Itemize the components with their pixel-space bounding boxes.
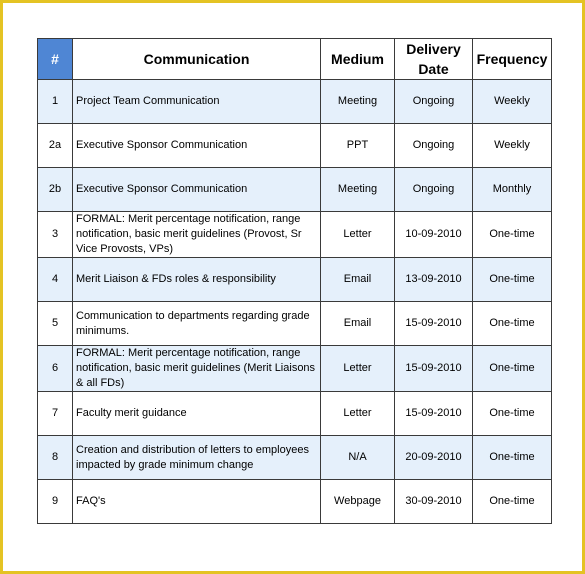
table-row — [38, 436, 552, 480]
row-medium: PPT — [321, 124, 395, 168]
row-delivery-date: 30-09-2010 — [395, 480, 473, 524]
row-frequency: One-time — [473, 346, 552, 392]
row-delivery-date: Ongoing — [395, 80, 473, 124]
header-frequency: Frequency — [473, 39, 552, 80]
table-row — [38, 392, 552, 436]
row-number: 9 — [38, 480, 73, 524]
header-delivery-line1: Delivery — [406, 41, 461, 57]
row-communication: Communication to departments regarding grade minimums. — [73, 302, 321, 346]
row-number: 8 — [38, 436, 73, 480]
table-row — [38, 302, 552, 346]
table-row — [38, 258, 552, 302]
row-number: 2b — [38, 168, 73, 212]
header-delivery-date — [395, 39, 473, 80]
row-frequency: Monthly — [473, 168, 552, 212]
header-communication: Communication — [73, 39, 321, 80]
table-row — [38, 212, 552, 258]
row-frequency: One-time — [473, 436, 552, 480]
row-communication: Faculty merit guidance — [73, 392, 321, 436]
row-delivery-date: 15-09-2010 — [395, 346, 473, 392]
row-medium: Meeting — [321, 80, 395, 124]
row-communication: FORMAL: Merit percentage notification, range notification, basic merit guidelines (Merit Liaisons & all FDs) — [73, 346, 321, 392]
table-row — [38, 80, 552, 124]
row-medium: Webpage — [321, 480, 395, 524]
table-row — [38, 124, 552, 168]
header-number: # — [38, 39, 73, 80]
table-row — [38, 480, 552, 524]
row-frequency: One-time — [473, 212, 552, 258]
row-frequency: One-time — [473, 480, 552, 524]
row-delivery-date: 13-09-2010 — [395, 258, 473, 302]
row-number: 3 — [38, 212, 73, 258]
row-number: 4 — [38, 258, 73, 302]
row-communication: Executive Sponsor Communication — [73, 168, 321, 212]
row-medium: Letter — [321, 212, 395, 258]
row-communication: FAQ's — [73, 480, 321, 524]
row-number: 6 — [38, 346, 73, 392]
row-medium: N/A — [321, 436, 395, 480]
row-communication: FORMAL: Merit percentage notification, range notification, basic merit guidelines (Provost, Sr Vice Provosts, VPs) — [73, 212, 321, 258]
row-number: 7 — [38, 392, 73, 436]
row-number: 1 — [38, 80, 73, 124]
row-delivery-date: 15-09-2010 — [395, 392, 473, 436]
header-row — [38, 39, 552, 80]
row-frequency: One-time — [473, 258, 552, 302]
header-medium: Medium — [321, 39, 395, 80]
row-medium: Email — [321, 258, 395, 302]
row-frequency: One-time — [473, 392, 552, 436]
table-row — [38, 346, 552, 392]
communication-plan-table — [37, 38, 552, 524]
header-delivery-line2: Date — [418, 61, 449, 77]
row-medium: Meeting — [321, 168, 395, 212]
row-medium: Letter — [321, 392, 395, 436]
row-number: 2a — [38, 124, 73, 168]
row-frequency: Weekly — [473, 124, 552, 168]
row-delivery-date: 10-09-2010 — [395, 212, 473, 258]
row-delivery-date: Ongoing — [395, 124, 473, 168]
row-delivery-date: Ongoing — [395, 168, 473, 212]
row-delivery-date: 20-09-2010 — [395, 436, 473, 480]
row-frequency: Weekly — [473, 80, 552, 124]
table-row — [38, 168, 552, 212]
row-number: 5 — [38, 302, 73, 346]
row-medium: Letter — [321, 346, 395, 392]
row-frequency: One-time — [473, 302, 552, 346]
row-delivery-date: 15-09-2010 — [395, 302, 473, 346]
row-medium: Email — [321, 302, 395, 346]
row-communication: Merit Liaison & FDs roles & responsibility — [73, 258, 321, 302]
row-communication: Creation and distribution of letters to employees impacted by grade minimum change — [73, 436, 321, 480]
row-communication: Project Team Communication — [73, 80, 321, 124]
row-communication: Executive Sponsor Communication — [73, 124, 321, 168]
